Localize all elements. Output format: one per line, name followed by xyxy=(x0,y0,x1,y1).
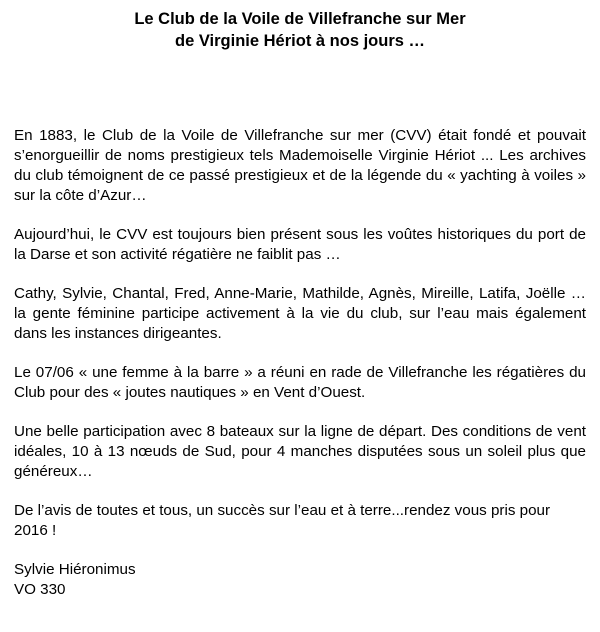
title-line-2: de Virginie Hériot à nos jours … xyxy=(175,32,425,50)
signature xyxy=(14,560,586,600)
paragraph-members: Cathy, Sylvie, Chantal, Fred, Anne-Marie, Mathilde, Agnès, Mireille, Latifa, Joëlle …la gente féminine participe activement à la vie du club, sur l’eau mais également dans les instances dirigeantes. xyxy=(14,285,586,342)
document xyxy=(14,8,586,600)
paragraph-history: En 1883, le Club de la Voile de Villefranche sur mer (CVV) était fondé et pouvait s’enorgueillir de noms prestigieux tels Mademoiselle Virginie Hériot ... Les archives du club témoignent de ce passé prestigieux et de la légende du « yachting à voiles » sur la côte d’Azur… xyxy=(14,127,586,204)
paragraph-event: Le 07/06 « une femme à la barre » a réuni en rade de Villefranche les régatières du Club pour des « joutes nautiques » en Vent d’Ouest. xyxy=(14,364,586,401)
signature-name: Sylvie Hiéronimus xyxy=(14,561,136,578)
paragraph-today: Aujourd’hui, le CVV est toujours bien présent sous les voûtes historiques du port de la Darse et son activité régatière ne faiblit pas … xyxy=(14,226,586,263)
paragraph-conditions: Une belle participation avec 8 bateaux sur la ligne de départ. Des conditions de vent idéales, 10 à 13 nœuds de Sud, pour 4 manches disputées sous un soleil plus que généreux… xyxy=(14,423,586,480)
document-title xyxy=(14,8,586,52)
paragraph-closing: De l’avis de toutes et tous, un succès sur l’eau et à terre...rendez vous pris pour 2016 ! xyxy=(14,502,551,539)
signature-id: VO 330 xyxy=(14,581,66,598)
title-line-1: Le Club de la Voile de Villefranche sur Mer xyxy=(134,10,466,28)
document-body xyxy=(14,126,586,600)
